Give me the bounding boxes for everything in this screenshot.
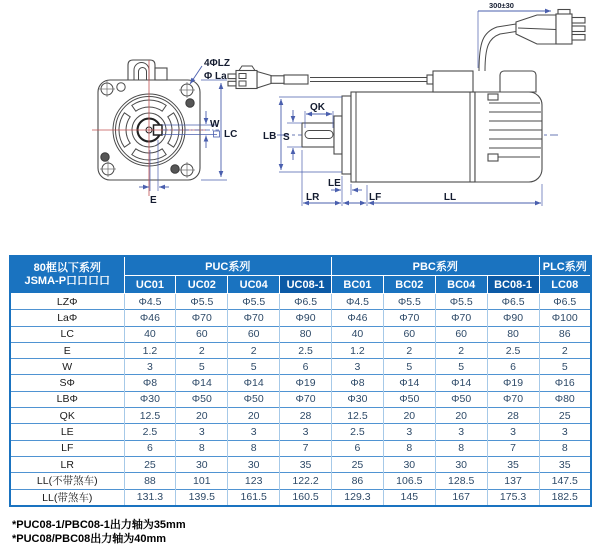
cell-E-UC08-1: 2.5 bbox=[280, 342, 332, 358]
cell-LF-BC04: 8 bbox=[435, 440, 487, 456]
cell-LF-BC08-1: 7 bbox=[487, 440, 539, 456]
column-header-BC08-1: BC08-1 bbox=[487, 276, 539, 294]
cell-E-BC04: 2 bbox=[435, 342, 487, 358]
cell-LC-UC01: 40 bbox=[124, 326, 176, 342]
cell-QK-UC04: 20 bbox=[228, 408, 280, 424]
cell-LaΦ-UC02: Φ70 bbox=[176, 310, 228, 326]
cell-SΦ-UC02: Φ14 bbox=[176, 375, 228, 391]
dim-label-lc: LC bbox=[224, 129, 238, 140]
column-header-UC04: UC04 bbox=[228, 276, 280, 294]
cell-QK-UC01: 12.5 bbox=[124, 408, 176, 424]
cell-SΦ-UC04: Φ14 bbox=[228, 375, 280, 391]
column-header-BC02: BC02 bbox=[383, 276, 435, 294]
dim-label-cable-length: 300±30 bbox=[489, 1, 514, 10]
dim-label-qk: QK bbox=[310, 102, 325, 113]
table-row bbox=[10, 359, 591, 375]
cell-LC-BC01: 40 bbox=[332, 326, 384, 342]
row-label: LF bbox=[10, 440, 124, 456]
table-row bbox=[10, 456, 591, 472]
row-label: E bbox=[10, 342, 124, 358]
dim-label-lr: LR bbox=[306, 192, 320, 203]
cell-SΦ-UC01: Φ8 bbox=[124, 375, 176, 391]
cell-LaΦ-BC02: Φ70 bbox=[383, 310, 435, 326]
cell-LL(不带煞车)-BC01: 86 bbox=[332, 473, 384, 489]
cell-LL(不带煞车)-UC04: 123 bbox=[228, 473, 280, 489]
table-row bbox=[10, 342, 591, 358]
cell-E-BC08-1: 2.5 bbox=[487, 342, 539, 358]
cell-W-UC04: 5 bbox=[228, 359, 280, 375]
cell-W-LC08: 5 bbox=[539, 359, 591, 375]
cell-LBΦ-LC08: Φ80 bbox=[539, 391, 591, 407]
cell-QK-BC08-1: 28 bbox=[487, 408, 539, 424]
cell-LE-BC02: 3 bbox=[383, 424, 435, 440]
cell-LL(不带煞车)-BC04: 128.5 bbox=[435, 473, 487, 489]
square-symbol bbox=[214, 131, 220, 137]
dim-label-le: LE bbox=[328, 178, 341, 189]
cell-QK-BC02: 20 bbox=[383, 408, 435, 424]
cell-LBΦ-UC01: Φ30 bbox=[124, 391, 176, 407]
cell-LE-BC08-1: 3 bbox=[487, 424, 539, 440]
dim-label-ll: LL bbox=[443, 192, 457, 203]
cell-W-BC08-1: 6 bbox=[487, 359, 539, 375]
cell-LL(不带煞车)-UC08-1: 122.2 bbox=[280, 473, 332, 489]
cell-QK-UC02: 20 bbox=[176, 408, 228, 424]
cell-LBΦ-BC08-1: Φ70 bbox=[487, 391, 539, 407]
dim-label-lb: LB bbox=[263, 131, 277, 142]
cell-LaΦ-UC08-1: Φ90 bbox=[280, 310, 332, 326]
table-row bbox=[10, 489, 591, 506]
cell-E-UC04: 2 bbox=[228, 342, 280, 358]
cell-LBΦ-BC04: Φ50 bbox=[435, 391, 487, 407]
cell-LL(不带煞车)-BC02: 106.5 bbox=[383, 473, 435, 489]
cell-LC-UC02: 60 bbox=[176, 326, 228, 342]
cell-QK-UC08-1: 28 bbox=[280, 408, 332, 424]
row-label: LZΦ bbox=[10, 294, 124, 310]
cell-LE-UC02: 3 bbox=[176, 424, 228, 440]
cell-LE-BC01: 2.5 bbox=[332, 424, 384, 440]
cell-W-BC02: 5 bbox=[383, 359, 435, 375]
spec-table-head bbox=[10, 256, 591, 294]
table-row bbox=[10, 326, 591, 342]
cell-LE-UC08-1: 3 bbox=[280, 424, 332, 440]
row-label: LBΦ bbox=[10, 391, 124, 407]
cell-LC-UC08-1: 80 bbox=[280, 326, 332, 342]
footnote-2: *PUC08/PBC08出力轴为40mm bbox=[12, 533, 167, 545]
cell-LC-BC08-1: 80 bbox=[487, 326, 539, 342]
row-label: LL(带煞车) bbox=[10, 489, 124, 506]
cell-LZΦ-UC08-1: Φ6.5 bbox=[280, 294, 332, 310]
cell-LL(带煞车)-BC02: 145 bbox=[383, 489, 435, 506]
cell-LR-LC08: 35 bbox=[539, 456, 591, 472]
cell-LC-LC08: 86 bbox=[539, 326, 591, 342]
cell-LZΦ-BC02: Φ5.5 bbox=[383, 294, 435, 310]
cell-SΦ-UC08-1: Φ19 bbox=[280, 375, 332, 391]
table-row bbox=[10, 375, 591, 391]
cell-SΦ-BC08-1: Φ19 bbox=[487, 375, 539, 391]
cell-LaΦ-UC04: Φ70 bbox=[228, 310, 280, 326]
table-row bbox=[10, 473, 591, 489]
cell-LZΦ-BC01: Φ4.5 bbox=[332, 294, 384, 310]
dim-label-w: W bbox=[210, 119, 220, 130]
cell-LBΦ-BC01: Φ30 bbox=[332, 391, 384, 407]
column-header-BC04: BC04 bbox=[435, 276, 487, 294]
table-row bbox=[10, 424, 591, 440]
column-header-UC01: UC01 bbox=[124, 276, 176, 294]
column-header-UC08-1: UC08-1 bbox=[280, 276, 332, 294]
cell-W-BC04: 5 bbox=[435, 359, 487, 375]
cell-LF-UC02: 8 bbox=[176, 440, 228, 456]
cell-SΦ-BC01: Φ8 bbox=[332, 375, 384, 391]
cell-SΦ-BC04: Φ14 bbox=[435, 375, 487, 391]
cell-LR-UC08-1: 35 bbox=[280, 456, 332, 472]
cell-LZΦ-UC04: Φ5.5 bbox=[228, 294, 280, 310]
cell-LR-BC08-1: 35 bbox=[487, 456, 539, 472]
cell-LR-UC02: 30 bbox=[176, 456, 228, 472]
technical-drawing bbox=[0, 0, 600, 252]
cell-LL(带煞车)-UC04: 161.5 bbox=[228, 489, 280, 506]
row-label: LR bbox=[10, 456, 124, 472]
cell-LZΦ-UC01: Φ4.5 bbox=[124, 294, 176, 310]
cell-LL(不带煞车)-BC08-1: 137 bbox=[487, 473, 539, 489]
encoder-cable-connector bbox=[228, 66, 427, 89]
cell-LL(不带煞车)-LC08: 147.5 bbox=[539, 473, 591, 489]
cell-SΦ-LC08: Φ16 bbox=[539, 375, 591, 391]
row-label: QK bbox=[10, 408, 124, 424]
cell-LR-BC02: 30 bbox=[383, 456, 435, 472]
row-label: LL(不带煞车) bbox=[10, 473, 124, 489]
cell-LL(带煞车)-LC08: 182.5 bbox=[539, 489, 591, 506]
cell-LF-UC04: 8 bbox=[228, 440, 280, 456]
cell-LC-UC04: 60 bbox=[228, 326, 280, 342]
group-header-PBC系列: PBC系列 bbox=[332, 256, 540, 276]
group-header-PUC系列: PUC系列 bbox=[124, 256, 332, 276]
group-header-PLC系列: PLC系列 bbox=[539, 256, 591, 276]
cell-E-UC01: 1.2 bbox=[124, 342, 176, 358]
cell-LF-LC08: 8 bbox=[539, 440, 591, 456]
cell-LF-BC01: 6 bbox=[332, 440, 384, 456]
row-label: LC bbox=[10, 326, 124, 342]
table-row bbox=[10, 391, 591, 407]
table-row bbox=[10, 440, 591, 456]
table-row bbox=[10, 294, 591, 310]
dim-label-la: Φ La bbox=[204, 71, 227, 82]
motor-side-view bbox=[277, 10, 585, 183]
cell-SΦ-BC02: Φ14 bbox=[383, 375, 435, 391]
cell-LE-BC04: 3 bbox=[435, 424, 487, 440]
corner-header bbox=[10, 256, 124, 294]
cell-LC-BC04: 60 bbox=[435, 326, 487, 342]
cell-LZΦ-BC04: Φ5.5 bbox=[435, 294, 487, 310]
motor-front-view bbox=[92, 60, 219, 196]
spec-table-body bbox=[10, 294, 591, 506]
spec-table-container bbox=[9, 255, 592, 507]
cell-LL(不带煞车)-UC01: 88 bbox=[124, 473, 176, 489]
cell-LF-BC02: 8 bbox=[383, 440, 435, 456]
corner-header-line2: JSMA-P口口口口 bbox=[24, 275, 111, 287]
cell-LaΦ-BC01: Φ46 bbox=[332, 310, 384, 326]
cell-LaΦ-UC01: Φ46 bbox=[124, 310, 176, 326]
cell-LR-UC04: 30 bbox=[228, 456, 280, 472]
cell-LBΦ-UC02: Φ50 bbox=[176, 391, 228, 407]
cell-LR-BC01: 25 bbox=[332, 456, 384, 472]
cell-LBΦ-BC02: Φ50 bbox=[383, 391, 435, 407]
cell-LC-BC02: 60 bbox=[383, 326, 435, 342]
cell-E-LC08: 2 bbox=[539, 342, 591, 358]
cell-LBΦ-UC04: Φ50 bbox=[228, 391, 280, 407]
footnote-1: *PUC08-1/PBC08-1出力轴为35mm bbox=[12, 519, 186, 531]
cell-LL(带煞车)-BC04: 167 bbox=[435, 489, 487, 506]
table-row bbox=[10, 310, 591, 326]
cell-LaΦ-BC04: Φ70 bbox=[435, 310, 487, 326]
cell-LE-UC04: 3 bbox=[228, 424, 280, 440]
cell-LaΦ-BC08-1: Φ90 bbox=[487, 310, 539, 326]
cell-LL(带煞车)-UC02: 139.5 bbox=[176, 489, 228, 506]
corner-header-line1: 80框以下系列 bbox=[33, 262, 101, 274]
table-row bbox=[10, 408, 591, 424]
dim-label-lf: LF bbox=[369, 192, 382, 203]
cell-LE-LC08: 3 bbox=[539, 424, 591, 440]
cell-QK-BC04: 20 bbox=[435, 408, 487, 424]
cell-W-BC01: 3 bbox=[332, 359, 384, 375]
cell-LL(带煞车)-BC01: 129.3 bbox=[332, 489, 384, 506]
cell-E-UC02: 2 bbox=[176, 342, 228, 358]
row-label: LaΦ bbox=[10, 310, 124, 326]
cell-E-BC01: 1.2 bbox=[332, 342, 384, 358]
column-header-BC01: BC01 bbox=[332, 276, 384, 294]
power-cable-connector bbox=[516, 10, 585, 45]
dim-label-4lz: 4ΦLZ bbox=[204, 58, 230, 69]
cell-W-UC02: 5 bbox=[176, 359, 228, 375]
column-header-UC02: UC02 bbox=[176, 276, 228, 294]
cell-LZΦ-UC02: Φ5.5 bbox=[176, 294, 228, 310]
cell-LZΦ-LC08: Φ6.5 bbox=[539, 294, 591, 310]
cell-QK-BC01: 12.5 bbox=[332, 408, 384, 424]
cell-LL(带煞车)-UC08-1: 160.5 bbox=[280, 489, 332, 506]
cell-LaΦ-LC08: Φ100 bbox=[539, 310, 591, 326]
cell-LR-UC01: 25 bbox=[124, 456, 176, 472]
cell-LL(带煞车)-BC08-1: 175.3 bbox=[487, 489, 539, 506]
cell-LF-UC01: 6 bbox=[124, 440, 176, 456]
dim-label-e: E bbox=[150, 195, 157, 206]
cell-LL(不带煞车)-UC02: 101 bbox=[176, 473, 228, 489]
row-label: SΦ bbox=[10, 375, 124, 391]
column-header-LC08: LC08 bbox=[539, 276, 591, 294]
cell-LR-BC04: 30 bbox=[435, 456, 487, 472]
cell-QK-LC08: 25 bbox=[539, 408, 591, 424]
row-label: LE bbox=[10, 424, 124, 440]
cell-W-UC08-1: 6 bbox=[280, 359, 332, 375]
cell-LF-UC08-1: 7 bbox=[280, 440, 332, 456]
spec-table bbox=[9, 255, 592, 507]
cell-LE-UC01: 2.5 bbox=[124, 424, 176, 440]
footnotes bbox=[12, 518, 186, 546]
cell-LBΦ-UC08-1: Φ70 bbox=[280, 391, 332, 407]
cell-E-BC02: 2 bbox=[383, 342, 435, 358]
cell-W-UC01: 3 bbox=[124, 359, 176, 375]
row-label: W bbox=[10, 359, 124, 375]
cell-LZΦ-BC08-1: Φ6.5 bbox=[487, 294, 539, 310]
dim-label-s: S bbox=[283, 132, 290, 143]
cell-LL(带煞车)-UC01: 131.3 bbox=[124, 489, 176, 506]
